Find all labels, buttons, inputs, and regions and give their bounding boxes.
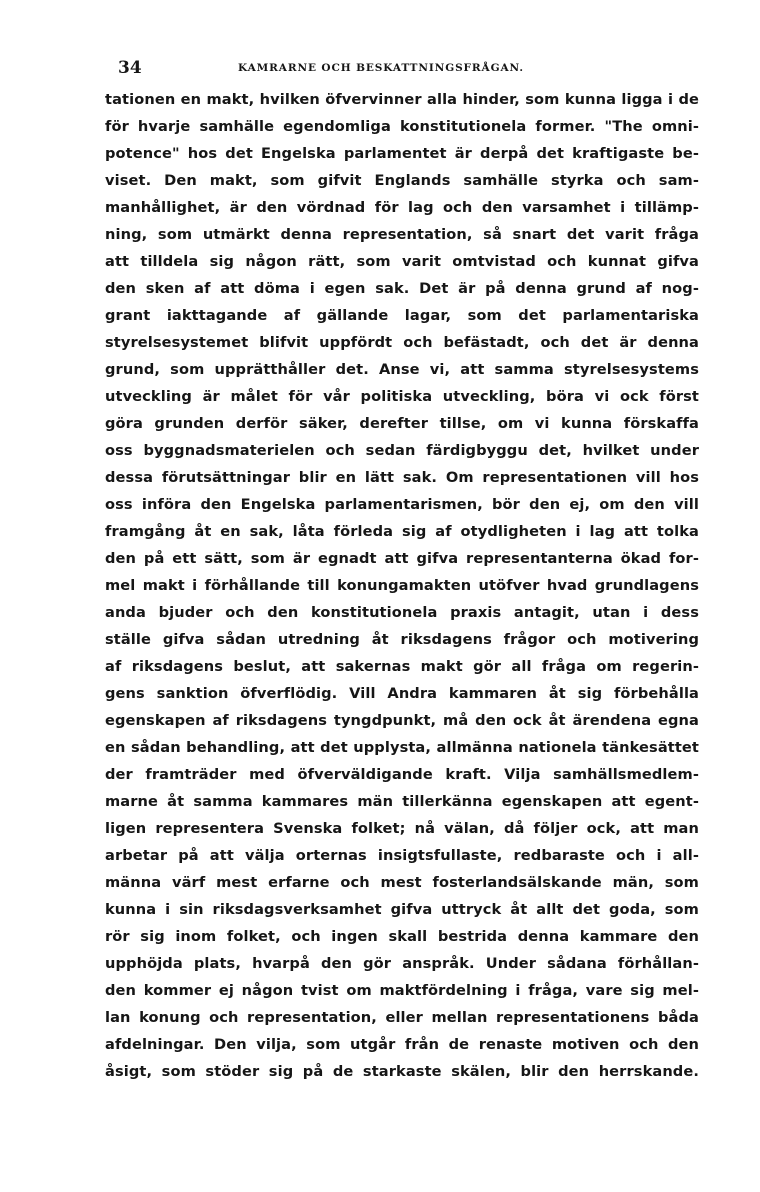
text-line: en sådan behandling, att det upplysta, allmänna nationela tänkesättet [105,739,699,756]
text-line: viset. Den makt, som gifvit Englands samhälle styrka och sam- [105,172,699,189]
text-line: marne åt samma kammares män tillerkänna egenskapen att egent- [105,793,699,810]
text-line: framgång åt en sak, låta förleda sig af otydligheten i lag att tolka [105,523,699,540]
text-line: af riksdagens beslut, att sakernas makt gör all fråga om regerin- [105,658,699,675]
body-text [105,86,699,1085]
page-number: 34 [118,58,142,78]
text-line: oss införa den Engelska parlamentarismen, bör den ej, om den vill [105,496,699,513]
text-line: att tilldela sig någon rätt, som varit omtvistad och kunnat gifva [105,253,699,270]
text-line: den på ett sätt, som är egnadt att gifva representanterna ökad for- [105,550,699,567]
text-line: arbetar på att välja orternas insigtsfullaste, redbaraste och i all- [105,847,699,864]
text-line: rör sig inom folket, och ingen skall bestrida denna kammare den [105,928,699,945]
text-line: ligen representera Svenska folket; nå välan, då följer ock, att man [105,820,699,837]
text-line: grant iakttagande af gällande lagar, som det parlamentariska [105,307,699,324]
text-line: göra grunden derför säker, derefter tillse, om vi kunna förskaffa [105,415,699,432]
text-line: männa värf mest erfarne och mest fosterlandsälskande män, som [105,874,699,891]
text-line: gens sanktion öfverflödig. Vill Andra kammaren åt sig förbehålla [105,685,699,702]
text-line: oss byggnadsmaterielen och sedan färdigbyggu det, hvilket under [105,442,699,459]
text-line: den sken af att döma i egen sak. Det är på denna grund af nog- [105,280,699,297]
text-line: tationen en makt, hvilken öfvervinner alla hinder, som kunna ligga i de [105,91,699,108]
text-line: mel makt i förhållande till konungamakten utöfver hvad grundlagens [105,577,699,594]
text-line: kunna i sin riksdagsverksamhet gifva uttryck åt allt det goda, som [105,901,699,918]
text-line: manhållighet, är den vördnad för lag och den varsamhet i tillämp- [105,199,699,216]
text-line: utveckling är målet för vår politiska utveckling, böra vi ock först [105,388,699,405]
text-line: lan konung och representation, eller mellan representationens båda [105,1009,699,1026]
text-line: afdelningar. Den vilja, som utgår från de renaste motiven och den [105,1036,699,1053]
text-line: upphöjda plats, hvarpå den gör anspråk. Under sådana förhållan- [105,955,699,972]
text-line: styrelsesystemet blifvit uppfördt och befästadt, och det är denna [105,334,699,351]
text-line: den kommer ej någon tvist om maktfördelning i fråga, vare sig mel- [105,982,699,999]
running-head [118,56,698,80]
text-line: potence" hos det Engelska parlamentet är derpå det kraftigaste be- [105,145,699,162]
text-line: för hvarje samhälle egendomliga konstitutionela former. "The omni- [105,118,699,135]
text-line: dessa förutsättningar blir en lätt sak. Om representationen vill hos [105,469,699,486]
text-line: ställe gifva sådan utredning åt riksdagens frågor och motivering [105,631,699,648]
text-line: egenskapen af riksdagens tyngdpunkt, må den ock åt ärendena egna [105,712,699,729]
text-line: anda bjuder och den konstitutionela praxis antagit, utan i dess [105,604,699,621]
text-line: ning, som utmärkt denna representation, så snart det varit fråga [105,226,699,243]
running-title: KAMRARNE OCH BESKATTNINGSFRÅGAN. [238,62,524,74]
text-line: der framträder med öfverväldigande kraft. Vilja samhällsmedlem- [105,766,699,783]
text-line: åsigt, som stöder sig på de starkaste skälen, blir den herrskande. [105,1063,699,1080]
text-line: grund, som upprätthåller det. Anse vi, att samma styrelsesystems [105,361,699,378]
